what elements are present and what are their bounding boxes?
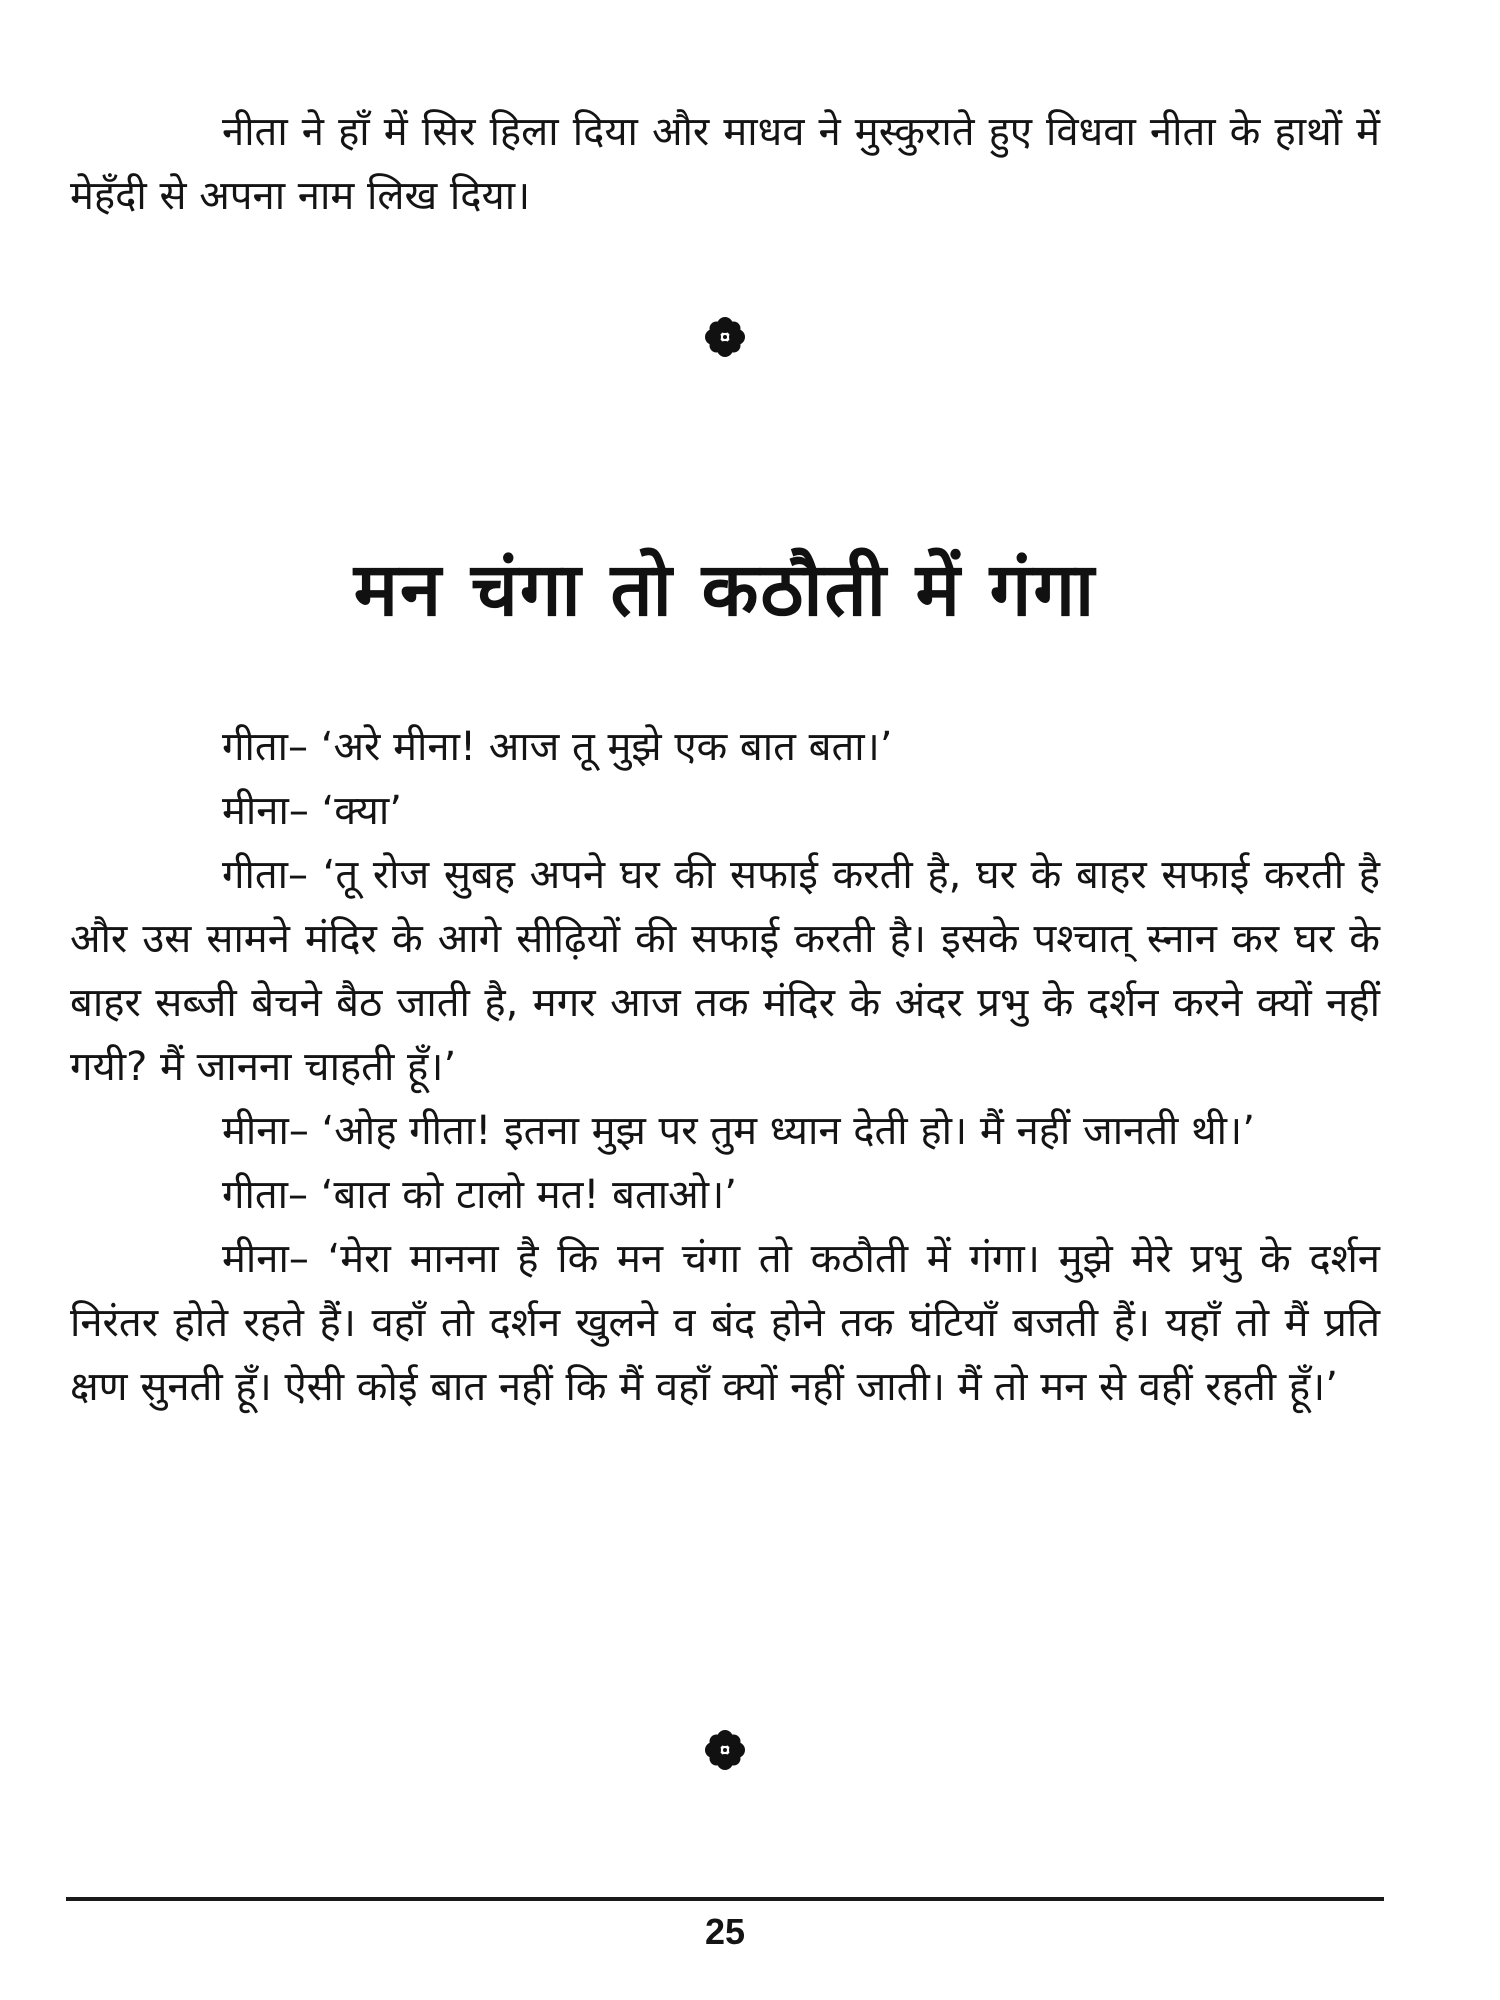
speaker-name: गीता– <box>222 1172 309 1218</box>
book-page <box>70 0 1380 2000</box>
speaker-name: मीना– <box>222 1108 309 1154</box>
speaker-name: मीना– <box>222 788 309 834</box>
dialogue-text: ‘क्या’ <box>308 788 402 834</box>
flower-ornament-icon <box>703 315 747 359</box>
story-title: मन चंगा तो कठौती में गंगा <box>353 547 1097 633</box>
speaker-name: गीता– <box>222 852 309 898</box>
page-number: 25 <box>704 1911 746 1952</box>
intro-paragraph: नीता ने हाँ में सिर हिला दिया और माधव ने मुस्कुराते हुए विधवा नीता के हाथों में मेहँदी से अपना नाम लिख दिया। <box>70 109 1380 219</box>
speaker-name: गीता– <box>222 724 309 770</box>
speaker-name: मीना– <box>222 1236 309 1282</box>
dialogue-text: ‘तू रोज सुबह अपने घर की सफाई करती है, घर के बाहर सफाई करती है और उस सामने मंदिर के आगे सीढ़ियों की सफाई करती है। इसके पश्चात् स्नान कर घर के बाहर सब्जी बेचने बैठ जाती है, मगर आज तक मंदिर के अंदर प्रभु के दर्शन करने क्यों नहीं गयी? मैं जानना चाहती हूँ।’ <box>70 852 1380 1090</box>
dialogue-line <box>70 715 1380 779</box>
footer-divider <box>66 1897 1384 1901</box>
dialogue-line <box>70 779 1380 843</box>
dialogue-line <box>70 1227 1380 1419</box>
dialogue-text: ‘मेरा मानना है कि मन चंगा तो कठौती में गंगा। मुझे मेरे प्रभु के दर्शन निरंतर होते रहते हैं। वहाँ तो दर्शन खुलने व बंद होने तक घंटियाँ बजती हैं। यहाँ तो मैं प्रति क्षण सुनती हूँ। ऐसी कोई बात नहीं कि मैं वहाँ क्यों नहीं जाती। मैं तो मन से वहीं रहती हूँ।’ <box>70 1236 1380 1410</box>
dialogue-line <box>70 1099 1380 1163</box>
dialogue-text: ‘बात को टालो मत! बताओ।’ <box>308 1172 737 1218</box>
dialogue-line <box>70 843 1380 1099</box>
intro-section <box>70 100 1380 228</box>
dialogue-text: ‘अरे मीना! आज तू मुझे एक बात बता।’ <box>308 724 893 770</box>
flower-ornament-icon <box>703 1728 747 1772</box>
dialogue-line <box>70 1163 1380 1227</box>
dialogue-section <box>70 715 1380 1419</box>
dialogue-text: ‘ओह गीता! इतना मुझ पर तुम ध्यान देती हो। मैं नहीं जानती थी।’ <box>308 1108 1255 1154</box>
